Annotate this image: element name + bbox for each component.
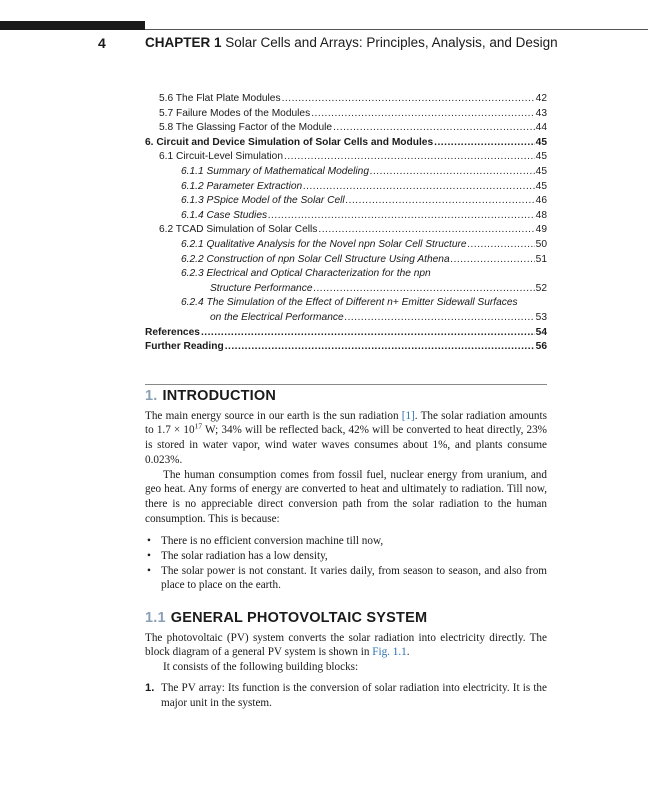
toc-leader-dots	[201, 326, 535, 341]
toc-entry[interactable]	[145, 107, 547, 122]
toc-leader-dots	[225, 340, 535, 355]
toc-entry-page: 49	[535, 224, 547, 236]
page-number: 4	[98, 35, 106, 51]
toc-entry[interactable]	[145, 282, 547, 297]
intro-bullet-list	[145, 534, 547, 593]
toc-leader-dots	[451, 253, 535, 268]
header-bar	[0, 21, 145, 30]
toc-entry-title: 6.2.1 Qualitative Analysis for the Novel npn Solar Cell Structure	[181, 238, 467, 250]
toc-entry-title: 5.8 The Glassing Factor of the Module	[159, 122, 333, 134]
toc-entry-title: 6.1.1 Summary of Mathematical Modeling	[181, 165, 369, 177]
toc-entry-title: 5.6 The Flat Plate Modules	[159, 93, 281, 104]
toc-entry[interactable]	[145, 136, 547, 151]
section-heading-general-pv: 1.1 GENERAL PHOTOVOLTAIC SYSTEM	[145, 610, 428, 626]
list-item: • There is no efficient conversion machine till now,	[145, 534, 547, 549]
section-heading-introduction: 1. INTRODUCTION	[145, 388, 277, 404]
toc-entry[interactable]	[145, 121, 547, 136]
chapter-title: Solar Cells and Arrays: Principles, Analysis, and Design	[225, 35, 558, 50]
toc-entry-title: 6.1 Circuit-Level Simulation	[159, 151, 284, 163]
toc-entry-title: 5.7 Failure Modes of the Modules	[159, 107, 311, 119]
toc-entry[interactable]	[145, 92, 547, 107]
toc-entry[interactable]	[145, 150, 547, 165]
toc-entry-page: 45	[535, 180, 547, 192]
toc-leader-dots	[311, 107, 534, 122]
toc-entry-page: 56	[535, 341, 547, 353]
toc-entry[interactable]	[145, 194, 547, 209]
toc-leader-dots	[268, 209, 535, 224]
toc-entry[interactable]	[145, 311, 547, 326]
list-item: • The solar radiation has a low density,	[145, 549, 547, 564]
toc-entry-page: 54	[535, 326, 547, 338]
intro-paragraph-1: The main energy source in our earth is the sun radiation [1]. The solar radiation amounts to $1.7 \times 10^{17}$ W; 34% will be reflected back, 42% will be converted to heat directly, 23% is stored in water vapor, wind water waves consumes about 1%, and plants consume 0.023%.	[145, 409, 548, 466]
toc-entry-page: 45	[535, 136, 547, 148]
toc-entry-page: 53	[535, 311, 547, 323]
pv-paragraph-2: It consists of the following building blocks:	[163, 661, 359, 674]
toc-entry[interactable]	[145, 223, 547, 238]
header-rule	[145, 29, 648, 30]
toc-entry[interactable]	[145, 238, 547, 253]
toc-entry-page: 45	[535, 151, 547, 163]
general-pv-system-section	[145, 611, 547, 710]
building-blocks-list	[145, 681, 547, 710]
toc-entry-title: References	[145, 326, 200, 338]
toc-entry-title: 6.1.2 Parameter Extraction	[181, 180, 303, 192]
toc-leader-dots	[346, 194, 535, 209]
toc-entry[interactable]	[145, 180, 547, 195]
toc-entry[interactable]	[145, 296, 547, 311]
toc-leader-dots	[318, 223, 534, 238]
toc-leader-dots	[333, 121, 535, 136]
toc-entry-page: 43	[535, 107, 547, 119]
toc-entry[interactable]	[145, 267, 547, 282]
toc-entry-page: 42	[535, 93, 547, 104]
pv-paragraph-1: The photovoltaic (PV) system converts the solar radiation into electricity directly. The block diagram of a general PV system is shown in Fig. 1.1.	[145, 631, 547, 659]
toc-entry-page: 50	[535, 238, 547, 250]
list-item: • The solar power is not constant. It varies daily, from season to season, and also from place to place on the earth.	[145, 564, 547, 593]
toc-entry-title: 6.2.3 Electrical and Optical Characterization for the npn	[181, 268, 431, 280]
toc-leader-dots	[345, 311, 535, 326]
table-of-contents	[145, 92, 547, 355]
section-rule	[145, 384, 547, 385]
intro-paragraph-2: The human consumption comes from fossil fuel, nuclear energy from uranium, and geo heat. Any forms of energy are converted to heat and ultimately to radiation. Till now, there is no appreciable direct conversion path from the solar radiation to the human consumption. This is because:	[145, 468, 547, 525]
toc-entry-page: 48	[535, 209, 547, 221]
toc-entry[interactable]	[145, 340, 547, 355]
toc-entry-page: 52	[535, 282, 547, 294]
toc-entry-page: 46	[535, 195, 547, 207]
toc-entry-title: 6.1.4 Case Studies	[181, 209, 268, 221]
toc-leader-dots	[468, 238, 535, 253]
list-item: 1. The PV array: Its function is the conversion of solar radiation into electricity. It is the major unit in the system.	[145, 681, 547, 709]
toc-entry[interactable]	[145, 326, 547, 341]
toc-entry[interactable]	[145, 209, 547, 224]
toc-leader-dots	[303, 180, 534, 195]
toc-entry-page: 51	[535, 253, 547, 265]
toc-entry-title: 6.2 TCAD Simulation of Solar Cells	[159, 224, 318, 236]
running-head	[145, 35, 558, 50]
introduction-section	[145, 389, 547, 593]
toc-entry-title: 6. Circuit and Device Simulation of Solar Cells and Modules	[145, 136, 434, 148]
toc-entry-title: on the Electrical Performance	[210, 311, 344, 323]
figure-link[interactable]: Fig. 1.1	[372, 646, 407, 659]
toc-leader-dots	[370, 165, 535, 180]
toc-entry-title: 6.1.3 PSpice Model of the Solar Cell	[181, 195, 345, 207]
toc-entry-title: Structure Performance	[210, 282, 313, 294]
citation-link[interactable]: [1]	[401, 409, 415, 422]
toc-entry-title: Further Reading	[145, 341, 224, 353]
toc-leader-dots	[282, 92, 535, 107]
toc-entry-page: 45	[535, 165, 547, 177]
toc-leader-dots	[284, 150, 535, 165]
toc-entry[interactable]	[145, 253, 547, 268]
chapter-label: CHAPTER 1	[145, 35, 222, 50]
toc-entry-page: 44	[535, 122, 547, 134]
toc-leader-dots	[434, 136, 535, 151]
toc-entry-title: 6.2.4 The Simulation of the Effect of Different n+ Emitter Sidewall Surfaces	[181, 297, 518, 309]
toc-leader-dots	[313, 282, 534, 297]
toc-entry[interactable]	[145, 165, 547, 180]
toc-entry-title: 6.2.2 Construction of npn Solar Cell Structure Using Athena	[181, 253, 450, 265]
